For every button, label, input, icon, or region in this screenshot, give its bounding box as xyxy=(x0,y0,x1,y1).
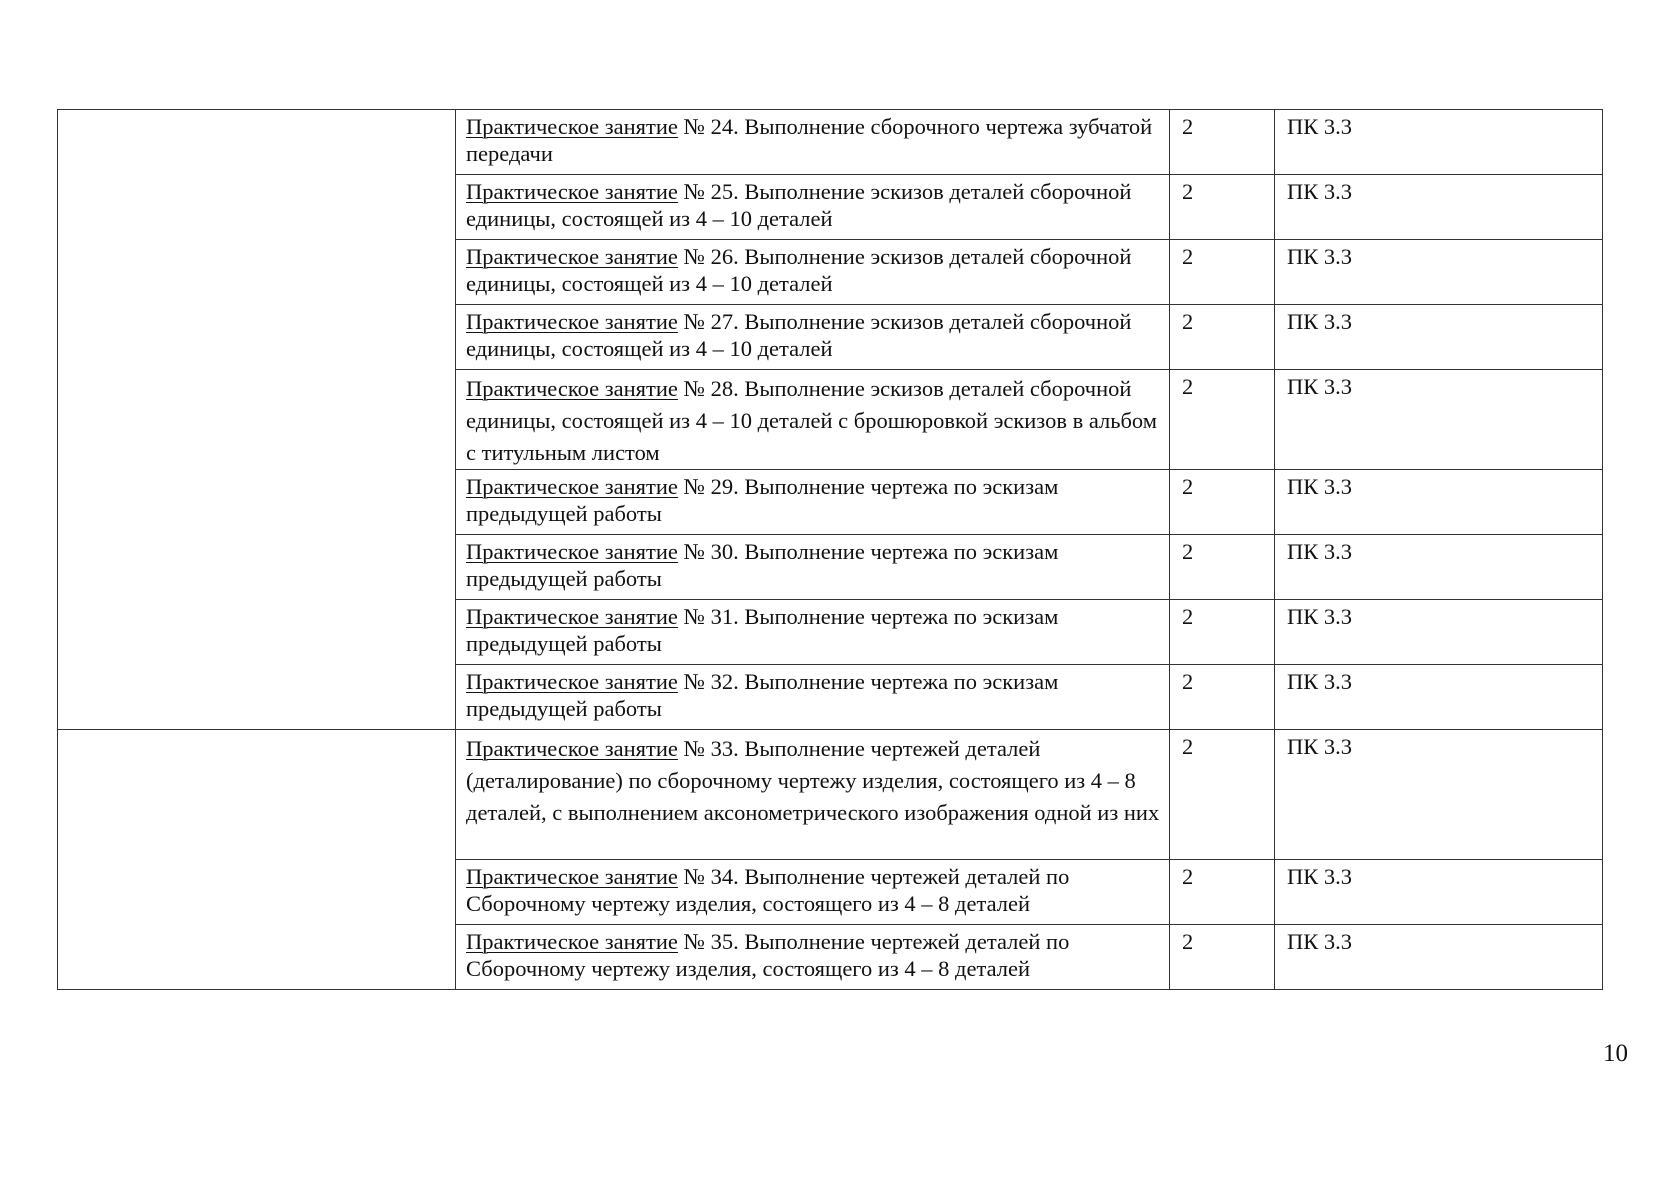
lesson-description xyxy=(456,240,1170,305)
lesson-hours: 2 xyxy=(1170,860,1275,925)
lesson-type-label: Практическое занятие xyxy=(466,604,678,629)
lessons-table xyxy=(57,109,1603,990)
lesson-hours: 2 xyxy=(1170,730,1275,860)
lesson-text: № 24. Выполнение сборочного чертежа зубчатой передачи xyxy=(466,114,1153,166)
lesson-hours: 2 xyxy=(1170,925,1275,990)
lesson-hours: 2 xyxy=(1170,535,1275,600)
lesson-description xyxy=(456,175,1170,240)
lesson-hours: 2 xyxy=(1170,175,1275,240)
lesson-text: № 26. Выполнение эскизов деталей сборочной единицы, состоящей из 4 – 10 деталей xyxy=(466,244,1132,296)
page-number: 10 xyxy=(1603,1040,1628,1067)
lesson-text: № 31. Выполнение чертежа по эскизам предыдущей работы xyxy=(466,604,1059,656)
competency-code: ПК 3.3 xyxy=(1275,305,1603,370)
lesson-type-label: Практическое занятие xyxy=(466,864,678,889)
lesson-type-label: Практическое занятие xyxy=(466,539,678,564)
lesson-description xyxy=(456,600,1170,665)
lesson-hours: 2 xyxy=(1170,600,1275,665)
lesson-description xyxy=(456,305,1170,370)
lesson-text: № 34. Выполнение чертежей деталей по Сборочному чертежу изделия, состоящего из 4 – 8 деталей xyxy=(466,864,1070,916)
competency-code: ПК 3.3 xyxy=(1275,370,1603,470)
competency-code: ПК 3.3 xyxy=(1275,175,1603,240)
table-row xyxy=(58,110,1603,175)
section-cell xyxy=(58,730,456,990)
lesson-text: № 29. Выполнение чертежа по эскизам предыдущей работы xyxy=(466,474,1059,526)
lesson-type-label: Практическое занятие xyxy=(466,179,678,204)
competency-code: ПК 3.3 xyxy=(1275,730,1603,860)
section-cell xyxy=(58,110,456,730)
lesson-text: № 33. Выполнение чертежей деталей (деталирование) по сборочному чертежу изделия, состоящего из 4 – 8 деталей, с выполнением аксонометрического изображения одной из них xyxy=(466,736,1160,825)
lesson-description xyxy=(456,535,1170,600)
competency-code: ПК 3.3 xyxy=(1275,925,1603,990)
lesson-type-label: Практическое занятие xyxy=(466,929,678,954)
lesson-hours: 2 xyxy=(1170,240,1275,305)
lesson-hours: 2 xyxy=(1170,470,1275,535)
competency-code: ПК 3.3 xyxy=(1275,535,1603,600)
lesson-description xyxy=(456,730,1170,860)
table-row xyxy=(58,730,1603,860)
competency-code: ПК 3.3 xyxy=(1275,470,1603,535)
lesson-hours: 2 xyxy=(1170,305,1275,370)
lesson-description xyxy=(456,860,1170,925)
lesson-text: № 28. Выполнение эскизов деталей сборочной единицы, состоящей из 4 – 10 деталей с брошюровкой эскизов в альбом с титульным листом xyxy=(466,376,1157,465)
lesson-description xyxy=(456,370,1170,470)
lesson-type-label: Практическое занятие xyxy=(466,309,678,334)
lesson-description xyxy=(456,925,1170,990)
lesson-text: № 25. Выполнение эскизов деталей сборочной единицы, состоящей из 4 – 10 деталей xyxy=(466,179,1132,231)
lesson-type-label: Практическое занятие xyxy=(466,114,678,139)
competency-code: ПК 3.3 xyxy=(1275,665,1603,730)
lesson-type-label: Практическое занятие xyxy=(466,376,678,401)
lesson-type-label: Практическое занятие xyxy=(466,669,678,694)
competency-code: ПК 3.3 xyxy=(1275,240,1603,305)
lesson-type-label: Практическое занятие xyxy=(466,244,678,269)
lesson-description xyxy=(456,470,1170,535)
lesson-text: № 27. Выполнение эскизов деталей сборочной единицы, состоящей из 4 – 10 деталей xyxy=(466,309,1132,361)
competency-code: ПК 3.3 xyxy=(1275,110,1603,175)
competency-code: ПК 3.3 xyxy=(1275,860,1603,925)
lesson-text: № 30. Выполнение чертежа по эскизам предыдущей работы xyxy=(466,539,1059,591)
lesson-description xyxy=(456,665,1170,730)
lesson-text: № 35. Выполнение чертежей деталей по Сборочному чертежу изделия, состоящего из 4 – 8 деталей xyxy=(466,929,1070,981)
lesson-hours: 2 xyxy=(1170,665,1275,730)
lesson-description xyxy=(456,110,1170,175)
lesson-type-label: Практическое занятие xyxy=(466,474,678,499)
competency-code: ПК 3.3 xyxy=(1275,600,1603,665)
lesson-hours: 2 xyxy=(1170,370,1275,470)
lesson-type-label: Практическое занятие xyxy=(466,736,678,761)
lesson-text: № 32. Выполнение чертежа по эскизам предыдущей работы xyxy=(466,669,1059,721)
lesson-hours: 2 xyxy=(1170,110,1275,175)
